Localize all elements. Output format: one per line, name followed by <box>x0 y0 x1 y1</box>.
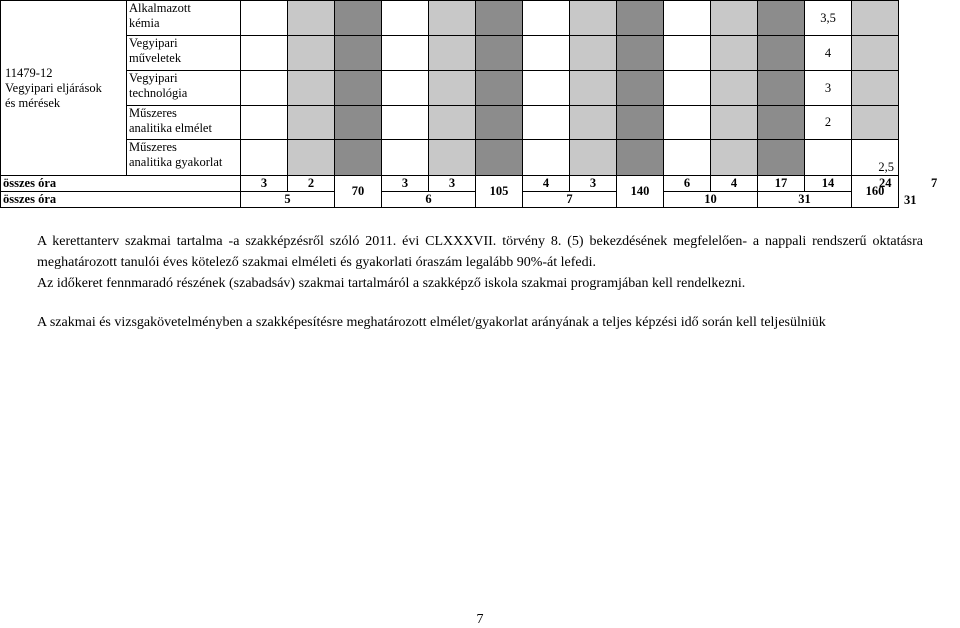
curriculum-table <box>0 0 899 208</box>
total-cell: 14 <box>805 176 852 192</box>
total-cell: 31 <box>904 193 917 207</box>
subject-hours: 3,5 <box>805 1 852 36</box>
total-cell: 10 <box>664 192 758 208</box>
total-cell: 3 <box>382 176 429 192</box>
total-cell: 6 <box>382 192 476 208</box>
total-merged: 140 <box>617 176 664 208</box>
total-cell: 17 <box>758 176 805 192</box>
total-extra-row2 <box>854 192 959 208</box>
total-cell: 7 <box>523 192 617 208</box>
subject-hours: 2 <box>805 106 852 140</box>
paragraph-framework: A kerettanterv szakmai tartalma -a szakképzésről szóló 2011. évi CLXXXVII. törvény 8. (5) bekezdésének megfelelően- a nappali rendszerű oktatásra meghatározott tanulói éves kötelező szakmai elméleti és gyakorlati óraszám legalább 90%-át lefedi. <box>37 234 923 270</box>
total-cell: 5 <box>241 192 335 208</box>
total-merged: 70 <box>335 176 382 208</box>
total-cell: 4 <box>523 176 570 192</box>
paragraph-free-time: Az időkeret fennmaradó részének (szabadsáv) szakmai tartalmáról a szakképző iskola szakmai programjában kell rendelkezni. <box>37 276 746 291</box>
subject-cell: Műszeres analitika gyakorlat <box>127 140 241 176</box>
module-code: 11479-12 <box>5 65 53 80</box>
subject-cell: Műszeres analitika elmélet <box>127 106 241 140</box>
module-cell <box>1 1 127 176</box>
page-number: 7 <box>476 612 484 627</box>
subject-hours: 4 <box>805 36 852 71</box>
total-merged: 105 <box>476 176 523 208</box>
total-cell: 3 <box>570 176 617 192</box>
total-hours-label: összes óra <box>1 176 241 192</box>
subject-hours: 3 <box>805 71 852 106</box>
total-merged: 160 <box>852 176 899 208</box>
total-cell: 4 <box>711 176 758 192</box>
subject-cell: Vegyipari technológia <box>127 71 241 106</box>
total-cell: 3 <box>241 176 288 192</box>
paragraph-ratio: A szakmai és vizsgakövetelményben a szakképesítésre meghatározott elmélet/gyakorlat arányának a teljes képzési idő során kell teljesülniük <box>37 315 826 330</box>
total-cell: 31 <box>758 192 852 208</box>
module-name-line2: és mérések <box>5 95 61 110</box>
total-cell: 2 <box>288 176 335 192</box>
subject-cell: Vegyipari műveletek <box>127 36 241 71</box>
module-name-line1: Vegyipari eljárások <box>5 80 102 95</box>
subject-hours: 2,5 <box>852 140 899 176</box>
total-cell: 3 <box>429 176 476 192</box>
total-cell: 7 <box>931 176 938 190</box>
total-extra-row1 <box>854 175 959 191</box>
total-cell: 24 <box>879 176 892 190</box>
total-cell: 6 <box>664 176 711 192</box>
total-hours-label: összes óra <box>1 192 241 208</box>
subject-cell: Alkalmazott kémia <box>127 1 241 36</box>
